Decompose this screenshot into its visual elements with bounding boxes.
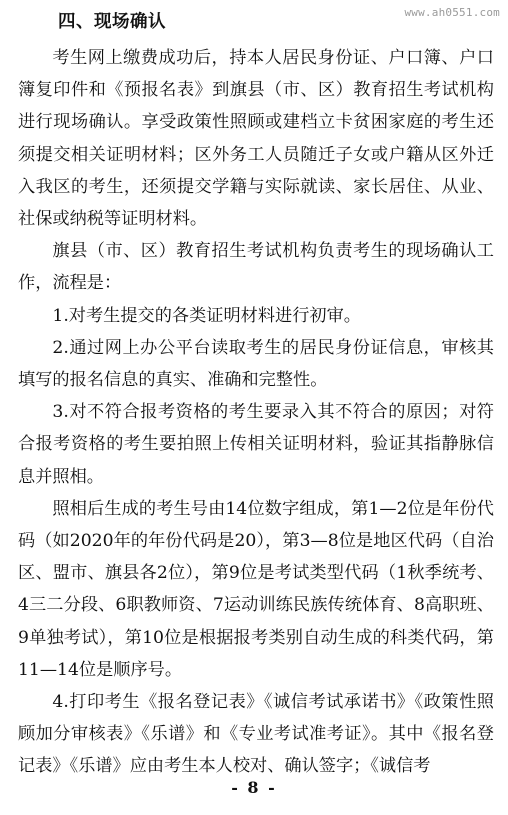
page-number: - 8 - (231, 778, 277, 797)
paragraph-exam-number: 照相后生成的考生号由14位数字组成，第1—2位是年份代码（如2020年的年份代码是20），第3—8位是地区代码（自治区、盟市、旗县各2位），第9位是考试类型代码（1秋季统考、4三二分段、6职教师资、7运动训练民族传统体育、8高职班、9单独考试），第10位是根据报考类别自动生成的科类代码，第11—14位是顺序号。 (18, 498, 494, 680)
paragraph-step-4: 4.打印考生《报名登记表》《诚信考试承诺书》《政策性照顾加分审核表》《乐谱》和《专业考试准考证》。其中《报名登记表》《乐谱》应由考生本人校对、确认签字；《诚信考 (18, 692, 494, 777)
section-heading: 四、现场确认 (58, 12, 166, 32)
watermark: www.ah0551.com (404, 6, 500, 19)
document-body (18, 42, 494, 783)
paragraph-step-1: 1.对考生提交的各类证明材料进行初审。 (52, 305, 361, 326)
paragraph-registration: 考生网上缴费成功后，持本人居民身份证、户口簿、户口簿复印件和《预报名表》到旗县（市、区）教育招生考试机构进行现场确认。享受政策性照顾或建档立卡贫困家庭的考生还须提交相关证明材料；区外务工人员随迁子女或户籍从区外迁入我区的考生，还须提交学籍与实际就读、家长居住、从业、社保或纳税等证明材料。 (18, 48, 494, 230)
paragraph-process-intro: 旗县（市、区）教育招生考试机构负责考生的现场确认工作，流程是： (18, 241, 494, 294)
paragraph-step-3: 3.对不符合报考资格的考生要录入其不符合的原因；对符合报考资格的考生要拍照上传相关证明材料，验证其指静脉信息并照相。 (18, 402, 494, 487)
paragraph-step-2: 2.通过网上办公平台读取考生的居民身份证信息，审核其填写的报名信息的真实、准确和完整性。 (18, 337, 494, 391)
